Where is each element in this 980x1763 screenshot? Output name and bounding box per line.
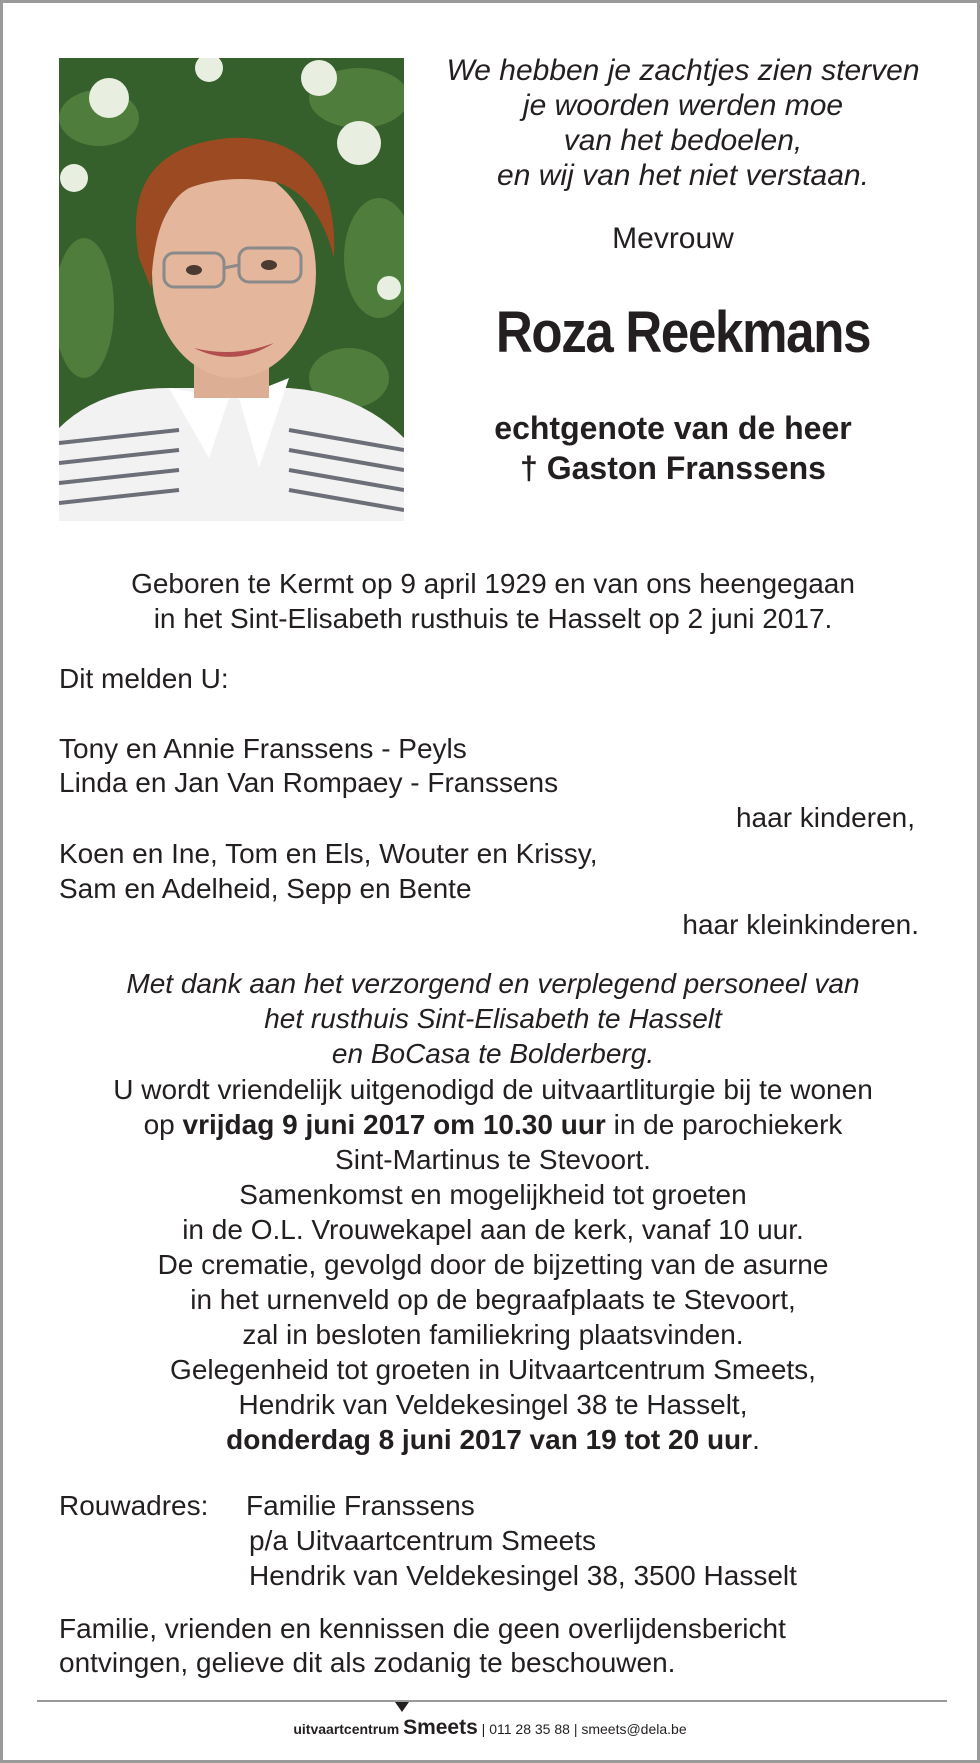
footer-brand-prefix: uitvaartcentrum xyxy=(293,1721,400,1737)
portrait-photo xyxy=(59,58,404,521)
funeral-text: op xyxy=(143,1109,183,1140)
thanks-line: Met dank aan het verzorgend en verplegend personeel van xyxy=(126,968,860,999)
child-line: Linda en Jan Van Rompaey - Franssens xyxy=(59,767,559,798)
funeral-line: zal in besloten familiekring plaatsvinden. xyxy=(242,1319,744,1350)
closing-line: Familie, vrienden en kennissen die geen overlijdensbericht xyxy=(59,1613,786,1644)
visitation-datetime: donderdag 8 juni 2017 van 19 tot 20 uur xyxy=(226,1424,753,1455)
funeral-line: Gelegenheid tot groeten in Uitvaartcentrum Smeets, xyxy=(170,1354,816,1385)
thanks-note xyxy=(43,966,943,1071)
footer-separator: | xyxy=(481,1721,486,1737)
funeral-line: De crematie, gevolgd door de bijzetting van de asurne xyxy=(157,1249,829,1280)
footer xyxy=(3,1715,977,1742)
thanks-line: het rusthuis Sint-Elisabeth te Hasselt xyxy=(264,1003,722,1034)
funeral-line: in de O.L. Vrouwekapel aan de kerk, vanaf 10 uur. xyxy=(182,1214,804,1245)
thanks-line: en BoCasa te Bolderberg. xyxy=(331,1038,655,1069)
funeral-line: U wordt vriendelijk uitgenodigd de uitvaartliturgie bij te wonen xyxy=(113,1074,873,1105)
spouse-line: echtgenote van de heer xyxy=(494,410,852,446)
grandchild-line: Sam en Adelheid, Sepp en Bente xyxy=(59,873,472,904)
funeral-line xyxy=(43,1107,943,1142)
birth-death-info xyxy=(43,566,943,636)
address-label: Rouwadres: xyxy=(59,1490,209,1521)
funeral-details xyxy=(43,1072,943,1457)
funeral-text: . xyxy=(752,1424,760,1455)
funeral-line xyxy=(43,1422,943,1457)
footer-phone: 011 28 35 88 xyxy=(489,1721,570,1737)
poem-line: je woorden werden moe xyxy=(522,89,844,122)
footer-email: smeets@dela.be xyxy=(581,1721,687,1737)
poem-line: en wij van het niet verstaan. xyxy=(497,159,869,192)
grandchildren-label: haar kleinkinderen. xyxy=(682,909,919,940)
footer-marker-icon xyxy=(395,1702,409,1712)
closing-line: ontvingen, gelieve dit als zodanig te beschouwen. xyxy=(59,1647,676,1678)
funeral-datetime: vrijdag 9 juni 2017 om 10.30 uur xyxy=(182,1109,606,1140)
funeral-line: Hendrik van Veldekesingel 38 te Hasselt, xyxy=(238,1389,748,1420)
deceased-name: Roza Reekmans xyxy=(495,300,871,365)
spouse-line: † Gaston Franssens xyxy=(520,450,826,486)
address-line: Familie Franssens xyxy=(246,1490,475,1521)
children-label: haar kinderen, xyxy=(735,802,915,833)
poem-line: We hebben je zachtjes zien sterven xyxy=(446,54,920,87)
address-line: Hendrik van Veldekesingel 38, 3500 Hasselt xyxy=(249,1560,797,1591)
address-line: p/a Uitvaartcentrum Smeets xyxy=(249,1525,597,1556)
footer-divider xyxy=(37,1700,947,1702)
poem xyxy=(413,53,953,193)
birth-death-line: in het Sint-Elisabeth rusthuis te Hasselt op 2 juni 2017. xyxy=(153,603,833,634)
funeral-line: Samenkomst en mogelijkheid tot groeten xyxy=(239,1179,747,1210)
spouse-info xyxy=(413,408,933,488)
honorific: Mevrouw xyxy=(612,222,734,255)
child-line: Tony en Annie Franssens - Peyls xyxy=(59,733,467,764)
grandchild-line: Koen en Ine, Tom en Els, Wouter en Krissy, xyxy=(59,838,598,869)
funeral-line: in het urnenveld op de begraafplaats te Stevoort, xyxy=(190,1284,796,1315)
funeral-line: Sint-Martinus te Stevoort. xyxy=(335,1144,651,1175)
portrait-illustration xyxy=(59,58,404,521)
footer-brand-name: Smeets xyxy=(403,1716,478,1739)
poem-line: van het bedoelen, xyxy=(563,124,803,157)
birth-death-line: Geboren te Kermt op 9 april 1929 en van ons heengegaan xyxy=(131,568,855,599)
footer-separator: | xyxy=(573,1721,578,1737)
funeral-text: in de parochiekerk xyxy=(605,1109,843,1140)
announcement-intro: Dit melden U: xyxy=(59,663,229,694)
